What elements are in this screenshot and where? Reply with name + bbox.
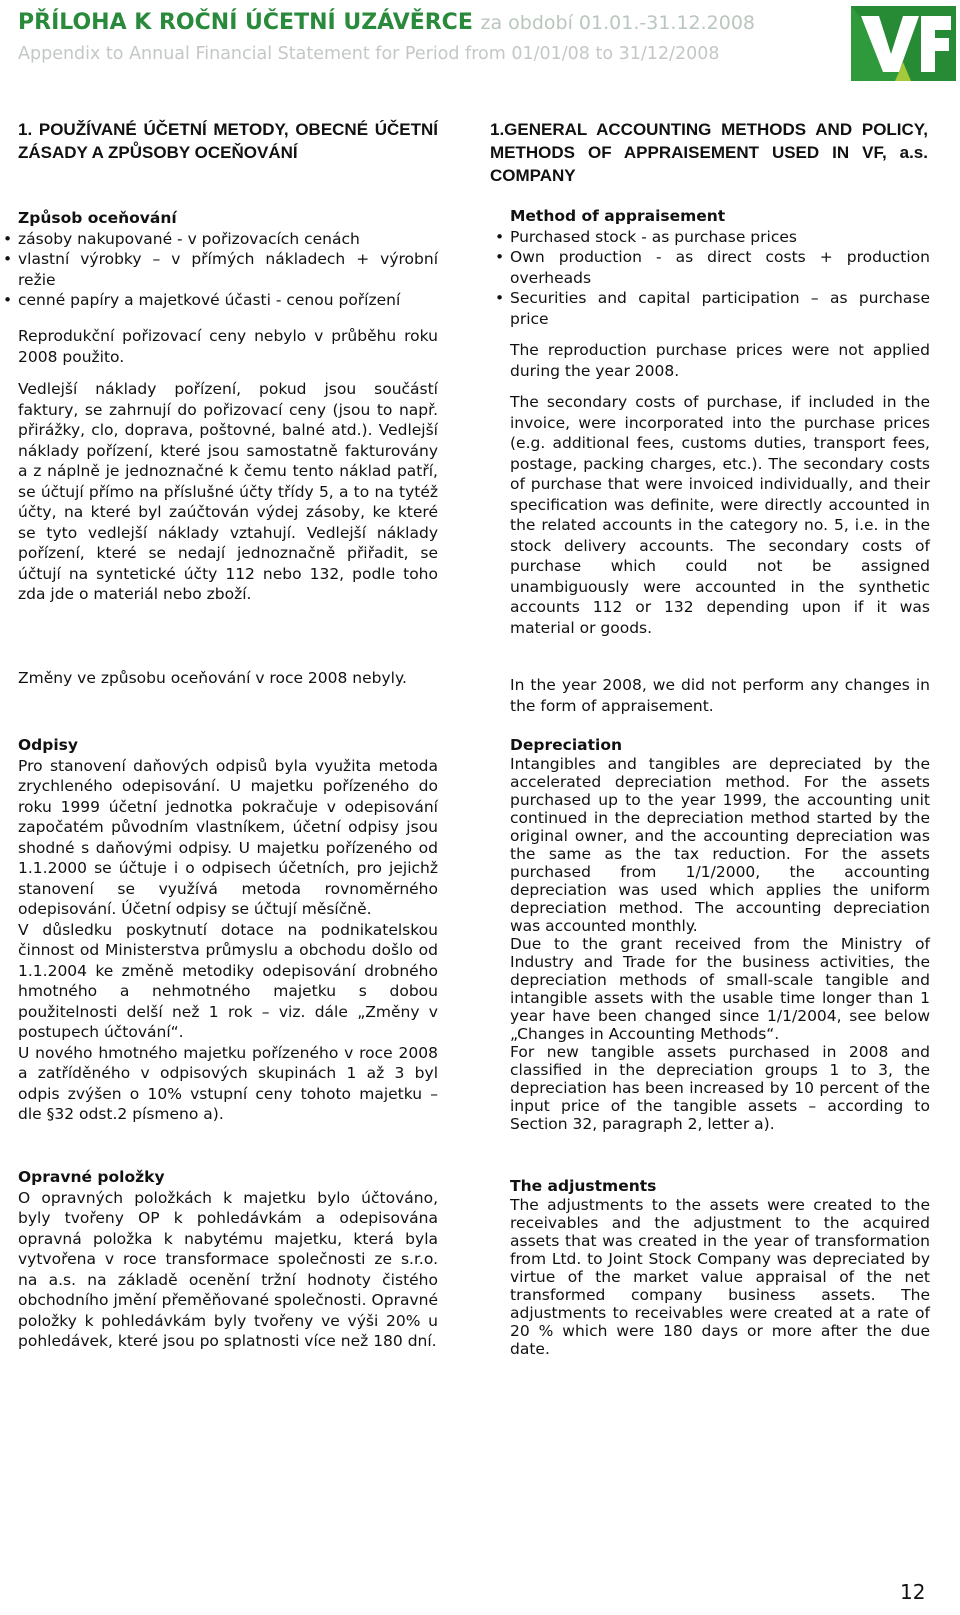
list-item: • vlastní výrobky – v přímých nákladech + výrobní režie bbox=[18, 249, 438, 290]
left-valuation-list bbox=[18, 229, 438, 311]
left-depreciation-heading: Odpisy bbox=[18, 736, 79, 754]
right-valuation-heading: Method of appraisement bbox=[510, 207, 726, 225]
right-reproduction-text: The reproduction purchase prices were not applied during the year 2008. bbox=[510, 341, 930, 380]
left-section-heading: 1. POUŽÍVANÉ ÚČETNÍ METODY, OBECNÉ ÚČETNÍ ZÁSADY A ZPŮSOBY OCEŇOVÁNÍ bbox=[18, 120, 438, 162]
left-depreciation-text-3: U nového hmotného majetku pořízeného v roce 2008 a zatříděného v odpisových skupinách 1 až 3 byl odpis zvýšen o 10% vstupní ceny tohoto majetku – dle §32 odst.2 písmeno a). bbox=[18, 1043, 438, 1123]
right-depreciation-block bbox=[510, 735, 930, 1133]
right-adjustments-text: The adjustments to the assets were created to the receivables and the adjustment to the acquired assets that was created in the year of transformation from Ltd. to Joint Stock Company was depreciated by virtue of the market value appraisal of the net transformed company business assets. The adjustments to receivables were created at a rate of 20 % which were 180 days or more after the due date. bbox=[510, 1196, 930, 1358]
left-valuation-block bbox=[18, 208, 438, 311]
right-changes-text: In the year 2008, we did not perform any changes in the form of appraisement. bbox=[510, 676, 930, 715]
title-text: PŘÍLOHA K ROČNÍ ÚČETNÍ UZÁVĚRCE bbox=[18, 10, 473, 35]
left-adjustments-text: O opravných položkách k majetku bylo účtováno, byly tvořeny OP k pohledávkám a odepisována opravná položka k nabytému majetku, která byla vytvořena v roce transformace společnosti ze s.r.o. na a.s. na základě ocenění tržní hodnoty čistého obchodního jmění přeměňované společnosti. Opravné položky k pohledávkám byly tvořeny ve výši 20% u pohledávek, které jsou po splatnosti více než 180 dní. bbox=[18, 1188, 438, 1350]
title-period: za období 01.01.-31.12.2008 bbox=[480, 12, 756, 34]
list-item: • Purchased stock - as purchase prices bbox=[510, 227, 930, 248]
list-item: • Own production - as direct costs + production overheads bbox=[510, 247, 930, 288]
left-secondary-costs-text: Vedlejší náklady pořízení, pokud jsou součástí faktury, se zahrnují do pořizovací ceny (jsou to např. přirážky, clo, doprava, poštovné, balné atd.). Vedlejší náklady pořízení, které jsou samostatně fakturovány a z náplně je jednoznačné k čemu tento náklad patří, se účtují přímo na příslušné účty třídy 5, a to na tytéž účty, na které byl zaúčtován výdej zásoby, ke které se tyto vedlejší náklady vztahují. Vedlejší náklady pořízení, které se nedají jednoznačně přiřadit, se účtují na syntetické účty 112 nebo 132, podle toho zda jde o materiál nebo zboží. bbox=[18, 380, 438, 603]
left-depreciation-text-1: Pro stanovení daňových odpisů byla využita metoda zrychleného odepisování. U majetku pořízeného do roku 1999 účetní jednotka pokračuje v odepisování započatém původním vlastníkem, účetní odpisy jsou shodné s daňovými odpisy. U majetku pořízeného od 1.1.2000 se účtuje i o odpisech účetních, pro jejichž stanovení se využívá metoda rovnoměrného odepisování. Účetní odpisy se účtují měsíčně. bbox=[18, 756, 438, 918]
document-subtitle: Appendix to Annual Financial Statement for Period from 01/01/08 to 31/12/2008 bbox=[18, 44, 720, 64]
list-item: • Securities and capital participation – as purchase price bbox=[510, 288, 930, 329]
right-valuation-list bbox=[510, 227, 930, 330]
left-changes-text: Změny ve způsobu oceňování v roce 2008 nebyly. bbox=[18, 669, 407, 687]
left-adjustments-heading: Opravné položky bbox=[18, 1168, 165, 1186]
page-number: 12 bbox=[900, 1580, 926, 1604]
vf-logo bbox=[851, 6, 956, 81]
right-adjustments-block bbox=[510, 1176, 930, 1358]
right-depreciation-text-1: Intangibles and tangibles are depreciated by the accelerated depreciation method. For the assets purchased up to the year 1999, the accounting unit continued in the depreciation method started by the original owner, and the accounting depreciation was the same as the tax reduction. For the assets purchased from 1/1/2000, the accounting depreciation was used which applies the uniform depreciation method. The accounting depreciation was accounted monthly. bbox=[510, 755, 930, 935]
list-item: • zásoby nakupované - v pořizovacích cenách bbox=[18, 229, 438, 250]
right-section-heading: 1.GENERAL ACCOUNTING METHODS AND POLICY, METHODS OF APPRAISEMENT USED IN VF, a.s. COMPANY bbox=[490, 120, 928, 185]
right-depreciation-text-2: Due to the grant received from the Ministry of Industry and Trade for the business activities, the depreciation methods of small-scale tangible and intangible assets with the usable time longer than 1 year have been changed since 1/1/2004, see below „Changes in Accounting Methods“. bbox=[510, 935, 930, 1043]
document-title bbox=[18, 10, 755, 35]
left-depreciation-text-2: V důsledku poskytnutí dotace na podnikatelskou činnost od Ministerstva průmyslu a obchodu došlo od 1.1.2004 ke změně metodiky odepisování drobného hmotného a nehmotného majetku s dobou použitelnosti delší než 1 rok – viz. dále „Změny v postupech účtování“. bbox=[18, 920, 438, 1041]
list-item: • cenné papíry a majetkové účasti - cenou pořízení bbox=[18, 290, 438, 311]
right-valuation-block bbox=[510, 206, 930, 329]
left-valuation-heading: Způsob oceňování bbox=[18, 209, 177, 227]
right-adjustments-heading: The adjustments bbox=[510, 1177, 657, 1195]
right-depreciation-heading: Depreciation bbox=[510, 736, 622, 754]
right-depreciation-text-3: For new tangible assets purchased in 2008 and classified in the depreciation groups 1 to 3, the depreciation has been increased by 10 percent of the input price of the tangible assets – according to Section 32, paragraph 2, letter a). bbox=[510, 1043, 930, 1133]
left-depreciation-block bbox=[18, 735, 438, 1125]
left-reproduction-text: Reprodukční pořizovací ceny nebylo v průběhu roku 2008 použito. bbox=[18, 327, 438, 366]
left-adjustments-block bbox=[18, 1167, 438, 1352]
right-secondary-costs-text: The secondary costs of purchase, if included in the invoice, were incorporated into the purchase prices (e.g. additional fees, customs duties, transport fees, postage, packing charges, etc.). The secondary costs of purchase that were invoiced individually, and their specification was definite, were directly accounted in the related accounts in the category no. 5, i.e. in the stock delivery accounts. The secondary costs of purchase which could not be assigned unambiguously were accounted in the synthetic accounts 112 or 132 depending upon if it was material or goods. bbox=[510, 393, 930, 637]
